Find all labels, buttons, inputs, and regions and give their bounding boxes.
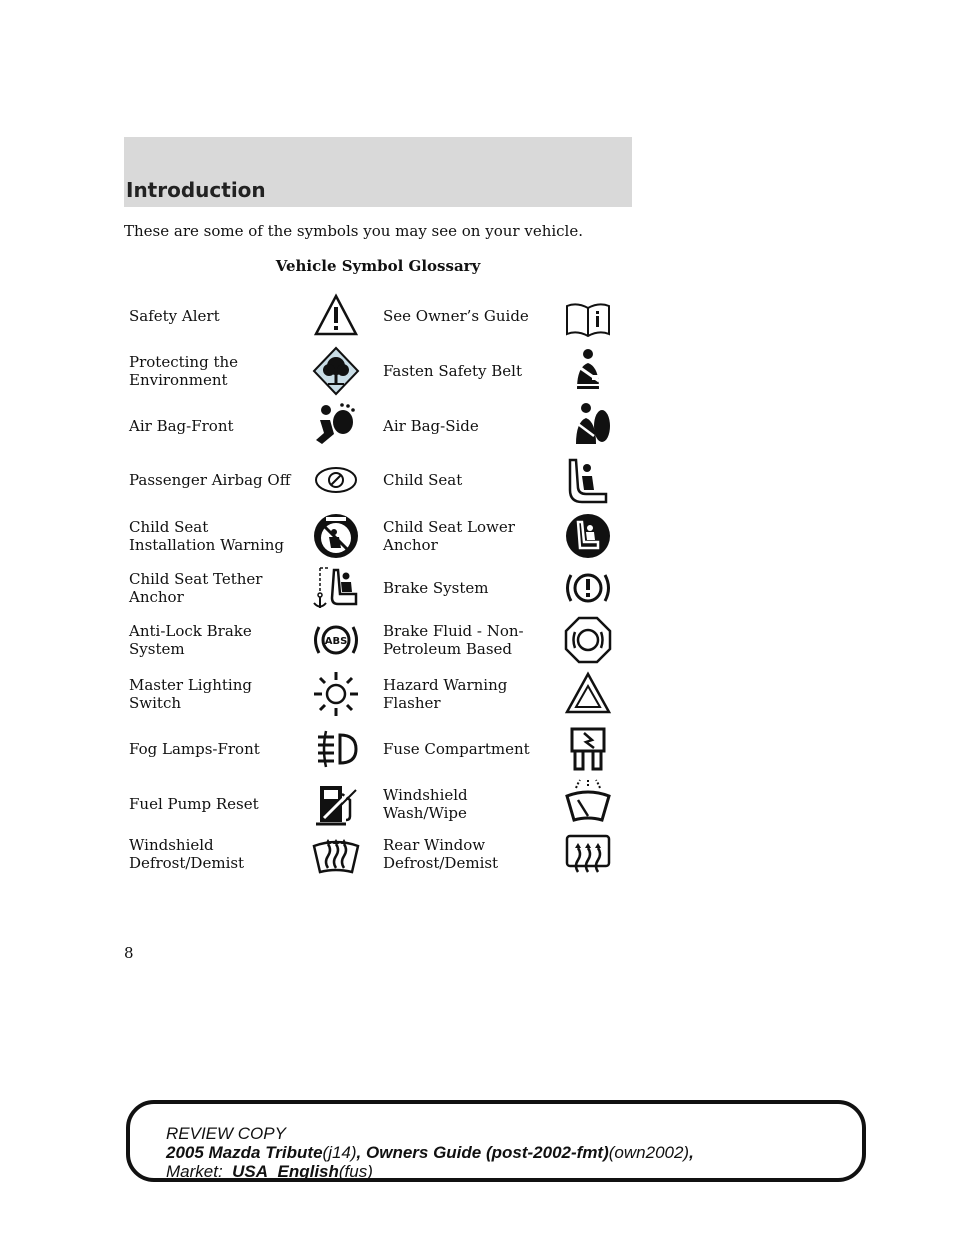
glossary-row (0, 345, 960, 397)
symbol-label: Windshield Wash/Wipe (383, 786, 468, 822)
abs-icon (310, 614, 362, 666)
footer-line-2 (166, 1143, 694, 1162)
symbol-label: Fasten Safety Belt (383, 362, 523, 380)
footer-model: 2005 Mazda Tribute (166, 1143, 323, 1162)
intro-text: These are some of the symbols you may see on your vehicle. (124, 222, 583, 240)
child-seat-icon (562, 454, 614, 506)
symbol-label: Passenger Airbag Off (129, 471, 291, 489)
symbol-label: Windshield Defrost/Demist (129, 836, 245, 872)
glossary-row (0, 723, 960, 775)
master-lighting-icon (310, 668, 362, 720)
footer-market-code: (fus) (338, 1162, 373, 1181)
glossary-row (0, 828, 960, 880)
airbag-side-icon (562, 400, 614, 452)
glossary-row (0, 454, 960, 506)
symbol-label: Protecting the Environment (129, 353, 239, 389)
brake-fluid-icon (562, 614, 614, 666)
glossary-row (0, 614, 960, 666)
airbag-front-icon (310, 400, 362, 452)
glossary-row (0, 400, 960, 452)
safety-alert-icon (310, 290, 362, 342)
environment-icon (310, 345, 362, 397)
footer-market-label: Market: (166, 1162, 223, 1181)
symbol-label: Air Bag-Front (129, 417, 234, 435)
symbol-label: Rear Window Defrost/Demist (383, 836, 499, 872)
footer-sep: , (689, 1143, 694, 1162)
child-seat-tether-icon (310, 562, 362, 614)
symbol-label: Fuse Compartment (383, 740, 530, 758)
footer-guide-code: (own2002) (608, 1143, 690, 1162)
review-copy-label: REVIEW COPY (166, 1124, 286, 1143)
rear-defrost-icon (562, 828, 614, 880)
footer-line-1 (166, 1124, 286, 1143)
glossary-row (0, 668, 960, 720)
footer-line-3 (166, 1162, 373, 1181)
safety-belt-icon (562, 345, 614, 397)
symbol-label: Fuel Pump Reset (129, 795, 259, 813)
glossary-row (0, 778, 960, 830)
child-seat-lower-anchor-icon (562, 510, 614, 562)
footer-market: USA_English (232, 1162, 339, 1181)
symbol-label: Hazard Warning Flasher (383, 676, 508, 712)
glossary-title: Vehicle Symbol Glossary (275, 257, 481, 275)
brake-system-icon (562, 562, 614, 614)
abs-icon-text: ABS (324, 636, 348, 647)
symbol-label: Child Seat Installation Warning (129, 518, 285, 554)
footer-model-code: (j14) (322, 1143, 357, 1162)
symbol-label: Child Seat Tether Anchor (129, 570, 263, 606)
symbol-label: Safety Alert (129, 307, 220, 325)
symbol-label: Brake System (383, 579, 489, 597)
symbol-label: Child Seat (383, 471, 463, 489)
footer-sep: , (356, 1143, 366, 1162)
child-seat-warning-icon (310, 510, 362, 562)
windshield-wash-icon (562, 778, 614, 830)
passenger-airbag-off-icon (310, 454, 362, 506)
symbol-label: Brake Fluid - Non-Petroleum Based (383, 622, 524, 658)
fuse-icon (562, 723, 614, 775)
owners-guide-icon (562, 290, 614, 342)
section-title: Introduction (126, 178, 266, 202)
fog-lamps-icon (310, 723, 362, 775)
glossary-row (0, 290, 960, 342)
symbol-label: Master Lighting Switch (129, 676, 252, 712)
page-number: 8 (124, 944, 134, 962)
symbol-label: Fog Lamps-Front (129, 740, 260, 758)
glossary-row (0, 510, 960, 562)
symbol-label: Child Seat Lower Anchor (383, 518, 515, 554)
symbol-label: See Owner’s Guide (383, 307, 529, 325)
footer-guide: Owners Guide (post-2002-fmt) (366, 1143, 609, 1162)
hazard-flasher-icon (562, 668, 614, 720)
symbol-label: Anti-Lock Brake System (129, 622, 252, 658)
fuel-pump-icon (310, 778, 362, 830)
glossary-row (0, 562, 960, 614)
symbol-label: Air Bag-Side (383, 417, 479, 435)
windshield-defrost-icon (310, 828, 362, 880)
